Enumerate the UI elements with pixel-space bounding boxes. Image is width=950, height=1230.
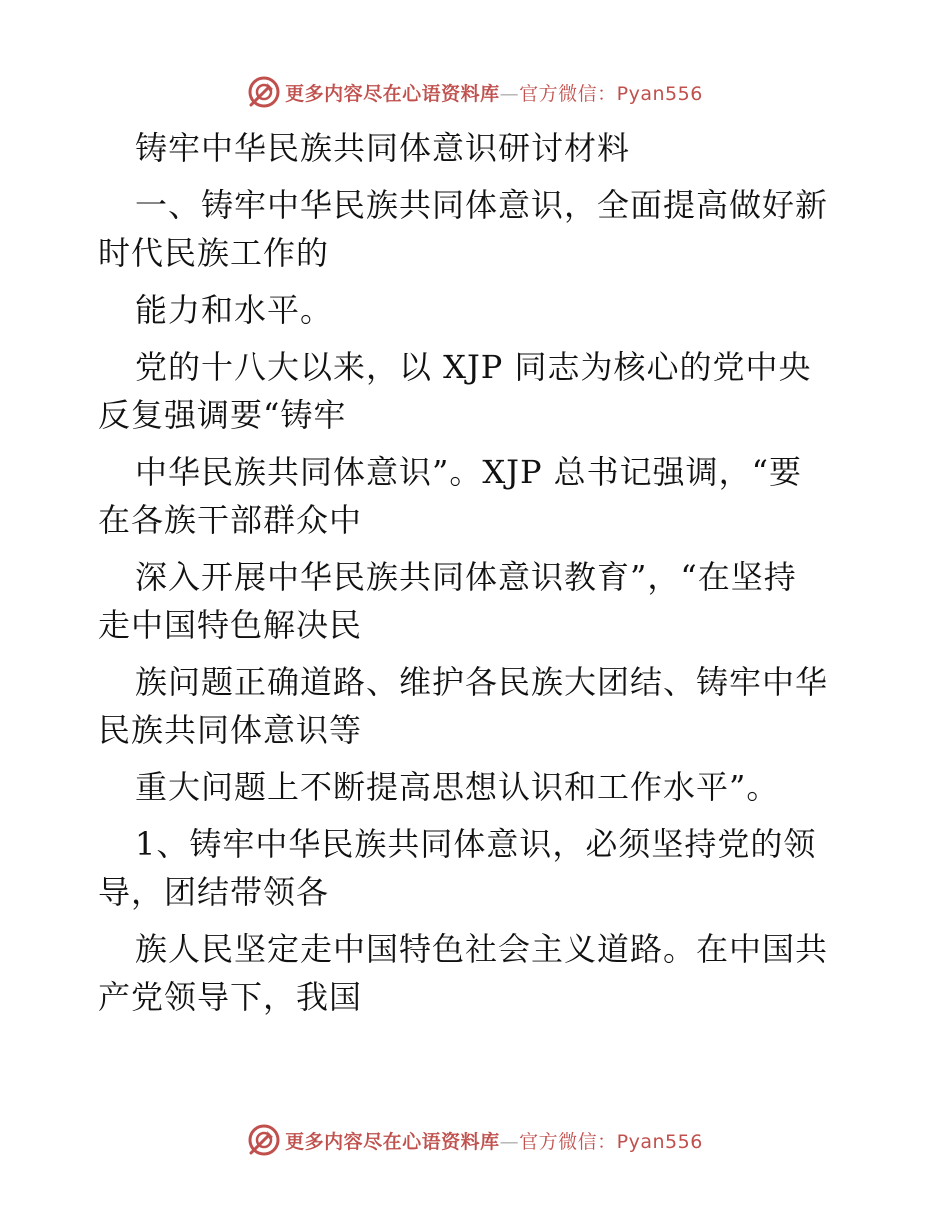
text-line: 产党领导下，我国 — [98, 978, 363, 1016]
banner-separator: — — [499, 82, 520, 105]
text-line: 党的十八大以来，以 XJP 同志为核心的党中央 — [135, 348, 812, 386]
text-line: 深入开展中华民族共同体意识教育”，“在坚持 — [135, 558, 797, 596]
text-line: 中华民族共同体意识”。XJP 总书记强调，“要 — [135, 453, 803, 491]
text-line: 一、铸牢中华民族共同体意识，全面提高做好新 — [135, 186, 829, 224]
banner-wechat-text: 官方微信：Pyan556 — [519, 1130, 703, 1153]
text-line: 走中国特色解决民 — [98, 606, 363, 644]
text-line: 时代民族工作的 — [98, 234, 330, 272]
banner-wechat-text: 官方微信：Pyan556 — [519, 82, 703, 105]
banner-text — [285, 79, 703, 106]
text-line: 导，团结带领各 — [98, 873, 330, 911]
text-line: 能力和水平。 — [135, 291, 334, 329]
text-line: 1、铸牢中华民族共同体意识，必须坚持党的领 — [135, 825, 817, 863]
banner-main-text: 更多内容尽在心语资料库 — [285, 1130, 500, 1153]
text-line: 族问题正确道路、维护各民族大团结、铸牢中华 — [135, 663, 829, 701]
document-body — [98, 124, 858, 1021]
header-banner — [0, 70, 950, 114]
footer-banner — [0, 1118, 950, 1162]
banner-text — [285, 1127, 703, 1154]
document-title: 铸牢中华民族共同体意识研讨材料 — [135, 129, 631, 167]
logo-icon — [247, 1123, 281, 1157]
banner-main-text: 更多内容尽在心语资料库 — [285, 82, 500, 105]
text-line: 民族共同体意识等 — [98, 711, 363, 749]
text-line: 族人民坚定走中国特色社会主义道路。在中国共 — [135, 930, 829, 968]
banner-separator: — — [499, 1130, 520, 1153]
text-line: 在各族干部群众中 — [98, 501, 363, 539]
text-line: 重大问题上不断提高思想认识和工作水平”。 — [135, 768, 780, 806]
text-line: 反复强调要“铸牢 — [98, 396, 347, 434]
logo-icon — [247, 75, 281, 109]
